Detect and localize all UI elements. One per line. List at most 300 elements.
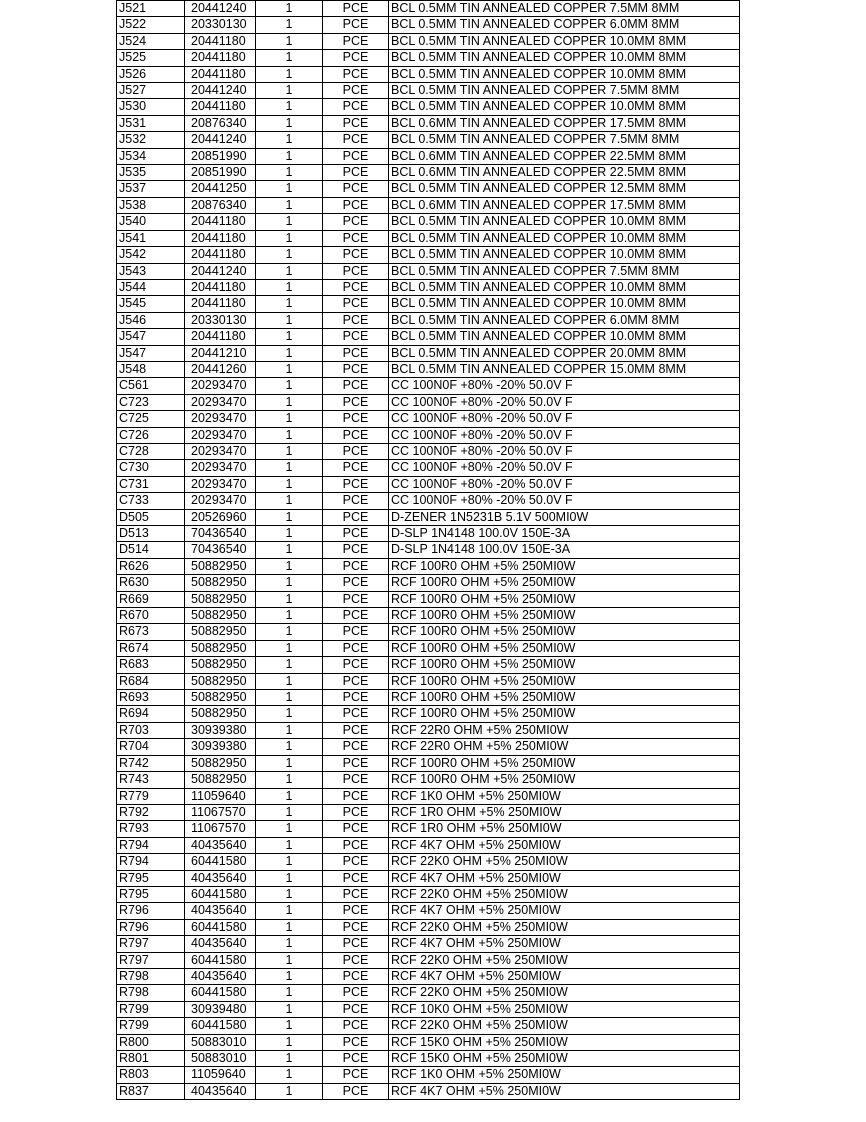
part-number-cell: 50883010 — [185, 1051, 256, 1067]
description-cell: BCL 0.5MM TIN ANNEALED COPPER 7.5MM 8MM — [389, 1, 740, 17]
table-row — [117, 739, 740, 755]
table-row — [117, 575, 740, 591]
unit-cell: PCE — [323, 460, 389, 476]
part-number-cell: 11067570 — [185, 821, 256, 837]
unit-cell: PCE — [323, 772, 389, 788]
description-cell: RCF 4K7 OHM +5% 250MI0W — [389, 936, 740, 952]
part-number-cell: 20293470 — [185, 476, 256, 492]
unit-cell: PCE — [323, 247, 389, 263]
description-cell: CC 100N0F +80% -20% 50.0V F — [389, 394, 740, 410]
ref-designator-cell: R795 — [117, 886, 185, 902]
table-row — [117, 1051, 740, 1067]
table-row — [117, 1018, 740, 1034]
quantity-cell: 1 — [256, 1051, 323, 1067]
quantity-cell: 1 — [256, 690, 323, 706]
ref-designator-cell: C730 — [117, 460, 185, 476]
table-row — [117, 329, 740, 345]
part-number-cell: 50882950 — [185, 690, 256, 706]
table-row — [117, 1034, 740, 1050]
ref-designator-cell: R684 — [117, 673, 185, 689]
part-number-cell: 20441180 — [185, 66, 256, 82]
part-number-cell: 50882950 — [185, 608, 256, 624]
description-cell: BCL 0.5MM TIN ANNEALED COPPER 10.0MM 8MM — [389, 247, 740, 263]
unit-cell: PCE — [323, 394, 389, 410]
table-row — [117, 854, 740, 870]
description-cell: RCF 100R0 OHM +5% 250MI0W — [389, 673, 740, 689]
ref-designator-cell: J543 — [117, 263, 185, 279]
table-row — [117, 1067, 740, 1083]
part-number-cell: 60441580 — [185, 886, 256, 902]
table-row — [117, 968, 740, 984]
part-number-cell: 50882950 — [185, 575, 256, 591]
description-cell: BCL 0.5MM TIN ANNEALED COPPER 10.0MM 8MM — [389, 50, 740, 66]
table-row — [117, 263, 740, 279]
description-cell: RCF 22R0 OHM +5% 250MI0W — [389, 722, 740, 738]
part-number-cell: 20293470 — [185, 493, 256, 509]
description-cell: RCF 100R0 OHM +5% 250MI0W — [389, 575, 740, 591]
part-number-cell: 30939380 — [185, 739, 256, 755]
ref-designator-cell: J547 — [117, 345, 185, 361]
unit-cell: PCE — [323, 821, 389, 837]
ref-designator-cell: J537 — [117, 181, 185, 197]
table-row — [117, 690, 740, 706]
ref-designator-cell: R796 — [117, 903, 185, 919]
description-cell: BCL 0.5MM TIN ANNEALED COPPER 7.5MM 8MM — [389, 83, 740, 99]
description-cell: CC 100N0F +80% -20% 50.0V F — [389, 460, 740, 476]
quantity-cell: 1 — [256, 1067, 323, 1083]
quantity-cell: 1 — [256, 1034, 323, 1050]
quantity-cell: 1 — [256, 1, 323, 17]
table-row — [117, 1083, 740, 1099]
part-number-cell: 70436540 — [185, 542, 256, 558]
unit-cell: PCE — [323, 788, 389, 804]
unit-cell: PCE — [323, 870, 389, 886]
unit-cell: PCE — [323, 329, 389, 345]
description-cell: RCF 22K0 OHM +5% 250MI0W — [389, 854, 740, 870]
quantity-cell: 1 — [256, 50, 323, 66]
description-cell: BCL 0.5MM TIN ANNEALED COPPER 10.0MM 8MM — [389, 214, 740, 230]
part-number-cell: 11059640 — [185, 1067, 256, 1083]
part-number-cell: 11067570 — [185, 804, 256, 820]
description-cell: D-ZENER 1N5231B 5.1V 500MI0W — [389, 509, 740, 525]
ref-designator-cell: J525 — [117, 50, 185, 66]
part-number-cell: 50882950 — [185, 624, 256, 640]
quantity-cell: 1 — [256, 706, 323, 722]
part-number-cell: 50882950 — [185, 591, 256, 607]
part-number-cell: 40435640 — [185, 936, 256, 952]
quantity-cell: 1 — [256, 968, 323, 984]
quantity-cell: 1 — [256, 345, 323, 361]
description-cell: BCL 0.5MM TIN ANNEALED COPPER 7.5MM 8MM — [389, 263, 740, 279]
quantity-cell: 1 — [256, 936, 323, 952]
unit-cell: PCE — [323, 165, 389, 181]
ref-designator-cell: R673 — [117, 624, 185, 640]
description-cell: RCF 100R0 OHM +5% 250MI0W — [389, 591, 740, 607]
part-number-cell: 20441180 — [185, 247, 256, 263]
unit-cell: PCE — [323, 1083, 389, 1099]
part-number-cell: 20851990 — [185, 148, 256, 164]
description-cell: BCL 0.5MM TIN ANNEALED COPPER 10.0MM 8MM — [389, 329, 740, 345]
quantity-cell: 1 — [256, 1083, 323, 1099]
table-row — [117, 443, 740, 459]
ref-designator-cell: R743 — [117, 772, 185, 788]
description-cell: BCL 0.5MM TIN ANNEALED COPPER 15.0MM 8MM — [389, 361, 740, 377]
part-number-cell: 60441580 — [185, 952, 256, 968]
quantity-cell: 1 — [256, 460, 323, 476]
unit-cell: PCE — [323, 1, 389, 17]
ref-designator-cell: R798 — [117, 968, 185, 984]
unit-cell: PCE — [323, 640, 389, 656]
unit-cell: PCE — [323, 427, 389, 443]
quantity-cell: 1 — [256, 821, 323, 837]
description-cell: BCL 0.6MM TIN ANNEALED COPPER 17.5MM 8MM — [389, 197, 740, 213]
table-row — [117, 755, 740, 771]
table-row — [117, 230, 740, 246]
table-row — [117, 460, 740, 476]
ref-designator-cell: J541 — [117, 230, 185, 246]
quantity-cell: 1 — [256, 394, 323, 410]
table-row — [117, 509, 740, 525]
quantity-cell: 1 — [256, 493, 323, 509]
table-row — [117, 17, 740, 33]
description-cell: RCF 22R0 OHM +5% 250MI0W — [389, 739, 740, 755]
quantity-cell: 1 — [256, 329, 323, 345]
description-cell: BCL 0.5MM TIN ANNEALED COPPER 10.0MM 8MM — [389, 279, 740, 295]
table-row — [117, 788, 740, 804]
quantity-cell: 1 — [256, 279, 323, 295]
table-row — [117, 247, 740, 263]
unit-cell: PCE — [323, 657, 389, 673]
table-row — [117, 886, 740, 902]
ref-designator-cell: D514 — [117, 542, 185, 558]
description-cell: CC 100N0F +80% -20% 50.0V F — [389, 378, 740, 394]
unit-cell: PCE — [323, 361, 389, 377]
unit-cell: PCE — [323, 690, 389, 706]
description-cell: BCL 0.5MM TIN ANNEALED COPPER 10.0MM 8MM — [389, 33, 740, 49]
unit-cell: PCE — [323, 1051, 389, 1067]
quantity-cell: 1 — [256, 296, 323, 312]
quantity-cell: 1 — [256, 427, 323, 443]
table-row — [117, 493, 740, 509]
ref-designator-cell: J547 — [117, 329, 185, 345]
unit-cell: PCE — [323, 1034, 389, 1050]
table-row — [117, 115, 740, 131]
table-row — [117, 279, 740, 295]
ref-designator-cell: J531 — [117, 115, 185, 131]
table-row — [117, 33, 740, 49]
description-cell: RCF 15K0 OHM +5% 250MI0W — [389, 1034, 740, 1050]
description-cell: RCF 22K0 OHM +5% 250MI0W — [389, 952, 740, 968]
quantity-cell: 1 — [256, 542, 323, 558]
ref-designator-cell: R797 — [117, 952, 185, 968]
description-cell: RCF 100R0 OHM +5% 250MI0W — [389, 657, 740, 673]
table-row — [117, 1001, 740, 1017]
ref-designator-cell: R796 — [117, 919, 185, 935]
ref-designator-cell: J524 — [117, 33, 185, 49]
ref-designator-cell: J548 — [117, 361, 185, 377]
quantity-cell: 1 — [256, 115, 323, 131]
ref-designator-cell: J540 — [117, 214, 185, 230]
table-row — [117, 526, 740, 542]
table-row — [117, 821, 740, 837]
quantity-cell: 1 — [256, 772, 323, 788]
ref-designator-cell: C731 — [117, 476, 185, 492]
description-cell: RCF 22K0 OHM +5% 250MI0W — [389, 1018, 740, 1034]
description-cell: RCF 100R0 OHM +5% 250MI0W — [389, 624, 740, 640]
ref-designator-cell: R742 — [117, 755, 185, 771]
description-cell: RCF 100R0 OHM +5% 250MI0W — [389, 706, 740, 722]
part-number-cell: 40435640 — [185, 837, 256, 853]
quantity-cell: 1 — [256, 197, 323, 213]
quantity-cell: 1 — [256, 739, 323, 755]
part-number-cell: 20441180 — [185, 50, 256, 66]
quantity-cell: 1 — [256, 230, 323, 246]
part-number-cell: 60441580 — [185, 854, 256, 870]
unit-cell: PCE — [323, 886, 389, 902]
description-cell: BCL 0.6MM TIN ANNEALED COPPER 22.5MM 8MM — [389, 148, 740, 164]
quantity-cell: 1 — [256, 33, 323, 49]
part-number-cell: 20441240 — [185, 1, 256, 17]
description-cell: RCF 1R0 OHM +5% 250MI0W — [389, 804, 740, 820]
unit-cell: PCE — [323, 312, 389, 328]
part-number-cell: 50882950 — [185, 673, 256, 689]
quantity-cell: 1 — [256, 624, 323, 640]
description-cell: BCL 0.5MM TIN ANNEALED COPPER 20.0MM 8MM — [389, 345, 740, 361]
part-number-cell: 40435640 — [185, 870, 256, 886]
description-cell: RCF 100R0 OHM +5% 250MI0W — [389, 772, 740, 788]
ref-designator-cell: J526 — [117, 66, 185, 82]
quantity-cell: 1 — [256, 657, 323, 673]
description-cell: CC 100N0F +80% -20% 50.0V F — [389, 493, 740, 509]
ref-designator-cell: R703 — [117, 722, 185, 738]
ref-designator-cell: J534 — [117, 148, 185, 164]
part-number-cell: 50882950 — [185, 706, 256, 722]
ref-designator-cell: D505 — [117, 509, 185, 525]
quantity-cell: 1 — [256, 99, 323, 115]
quantity-cell: 1 — [256, 526, 323, 542]
unit-cell: PCE — [323, 542, 389, 558]
table-row — [117, 657, 740, 673]
description-cell: RCF 4K7 OHM +5% 250MI0W — [389, 968, 740, 984]
description-cell: BCL 0.6MM TIN ANNEALED COPPER 22.5MM 8MM — [389, 165, 740, 181]
ref-designator-cell: R799 — [117, 1018, 185, 1034]
part-number-cell: 50882950 — [185, 657, 256, 673]
unit-cell: PCE — [323, 1067, 389, 1083]
description-cell: RCF 4K7 OHM +5% 250MI0W — [389, 837, 740, 853]
unit-cell: PCE — [323, 411, 389, 427]
unit-cell: PCE — [323, 624, 389, 640]
description-cell: BCL 0.5MM TIN ANNEALED COPPER 10.0MM 8MM — [389, 99, 740, 115]
quantity-cell: 1 — [256, 903, 323, 919]
part-number-cell: 50882950 — [185, 640, 256, 656]
ref-designator-cell: J538 — [117, 197, 185, 213]
quantity-cell: 1 — [256, 985, 323, 1001]
part-number-cell: 20330130 — [185, 312, 256, 328]
quantity-cell: 1 — [256, 640, 323, 656]
part-number-cell: 20876340 — [185, 197, 256, 213]
ref-designator-cell: C723 — [117, 394, 185, 410]
part-number-cell: 20441240 — [185, 132, 256, 148]
quantity-cell: 1 — [256, 854, 323, 870]
part-number-cell: 20441250 — [185, 181, 256, 197]
quantity-cell: 1 — [256, 263, 323, 279]
description-cell: RCF 100R0 OHM +5% 250MI0W — [389, 608, 740, 624]
unit-cell: PCE — [323, 263, 389, 279]
quantity-cell: 1 — [256, 148, 323, 164]
description-cell: RCF 4K7 OHM +5% 250MI0W — [389, 1083, 740, 1099]
unit-cell: PCE — [323, 936, 389, 952]
ref-designator-cell: R797 — [117, 936, 185, 952]
description-cell: BCL 0.5MM TIN ANNEALED COPPER 6.0MM 8MM — [389, 312, 740, 328]
table-row — [117, 722, 740, 738]
table-row — [117, 394, 740, 410]
part-number-cell: 20441180 — [185, 230, 256, 246]
table-row — [117, 640, 740, 656]
ref-designator-cell: R630 — [117, 575, 185, 591]
unit-cell: PCE — [323, 722, 389, 738]
table-row — [117, 624, 740, 640]
part-number-cell: 20441180 — [185, 296, 256, 312]
quantity-cell: 1 — [256, 132, 323, 148]
quantity-cell: 1 — [256, 804, 323, 820]
unit-cell: PCE — [323, 148, 389, 164]
part-number-cell: 20293470 — [185, 378, 256, 394]
table-row — [117, 673, 740, 689]
part-number-cell: 20441240 — [185, 83, 256, 99]
unit-cell: PCE — [323, 952, 389, 968]
part-number-cell: 70436540 — [185, 526, 256, 542]
ref-designator-cell: C733 — [117, 493, 185, 509]
quantity-cell: 1 — [256, 17, 323, 33]
quantity-cell: 1 — [256, 361, 323, 377]
description-cell: BCL 0.5MM TIN ANNEALED COPPER 10.0MM 8MM — [389, 66, 740, 82]
description-cell: CC 100N0F +80% -20% 50.0V F — [389, 427, 740, 443]
unit-cell: PCE — [323, 33, 389, 49]
ref-designator-cell: J530 — [117, 99, 185, 115]
table-row — [117, 50, 740, 66]
table-row — [117, 197, 740, 213]
part-number-cell: 20441180 — [185, 214, 256, 230]
table-row — [117, 772, 740, 788]
part-number-cell: 20851990 — [185, 165, 256, 181]
ref-designator-cell: R670 — [117, 608, 185, 624]
quantity-cell: 1 — [256, 443, 323, 459]
description-cell: CC 100N0F +80% -20% 50.0V F — [389, 411, 740, 427]
quantity-cell: 1 — [256, 837, 323, 853]
unit-cell: PCE — [323, 804, 389, 820]
description-cell: RCF 4K7 OHM +5% 250MI0W — [389, 870, 740, 886]
unit-cell: PCE — [323, 755, 389, 771]
unit-cell: PCE — [323, 296, 389, 312]
unit-cell: PCE — [323, 608, 389, 624]
part-number-cell: 11059640 — [185, 788, 256, 804]
description-cell: BCL 0.5MM TIN ANNEALED COPPER 7.5MM 8MM — [389, 132, 740, 148]
unit-cell: PCE — [323, 378, 389, 394]
ref-designator-cell: R837 — [117, 1083, 185, 1099]
ref-designator-cell: C561 — [117, 378, 185, 394]
unit-cell: PCE — [323, 526, 389, 542]
description-cell: RCF 15K0 OHM +5% 250MI0W — [389, 1051, 740, 1067]
ref-designator-cell: J532 — [117, 132, 185, 148]
unit-cell: PCE — [323, 919, 389, 935]
part-number-cell: 40435640 — [185, 968, 256, 984]
description-cell: BCL 0.5MM TIN ANNEALED COPPER 6.0MM 8MM — [389, 17, 740, 33]
table-row — [117, 148, 740, 164]
unit-cell: PCE — [323, 99, 389, 115]
part-number-cell: 20526960 — [185, 509, 256, 525]
bom-table — [116, 0, 740, 1100]
table-row — [117, 99, 740, 115]
unit-cell: PCE — [323, 673, 389, 689]
table-row — [117, 345, 740, 361]
quantity-cell: 1 — [256, 1018, 323, 1034]
quantity-cell: 1 — [256, 66, 323, 82]
table-row — [117, 985, 740, 1001]
ref-designator-cell: R794 — [117, 837, 185, 853]
ref-designator-cell: J521 — [117, 1, 185, 17]
description-cell: BCL 0.5MM TIN ANNEALED COPPER 10.0MM 8MM — [389, 296, 740, 312]
unit-cell: PCE — [323, 83, 389, 99]
part-number-cell: 20293470 — [185, 443, 256, 459]
quantity-cell: 1 — [256, 558, 323, 574]
description-cell: RCF 100R0 OHM +5% 250MI0W — [389, 690, 740, 706]
part-number-cell: 50882950 — [185, 772, 256, 788]
quantity-cell: 1 — [256, 214, 323, 230]
description-cell: RCF 100R0 OHM +5% 250MI0W — [389, 558, 740, 574]
unit-cell: PCE — [323, 837, 389, 853]
part-number-cell: 20441240 — [185, 263, 256, 279]
unit-cell: PCE — [323, 985, 389, 1001]
quantity-cell: 1 — [256, 673, 323, 689]
description-cell: D-SLP 1N4148 100.0V 150E-3A — [389, 542, 740, 558]
part-number-cell: 30939380 — [185, 722, 256, 738]
description-cell: D-SLP 1N4148 100.0V 150E-3A — [389, 526, 740, 542]
quantity-cell: 1 — [256, 165, 323, 181]
unit-cell: PCE — [323, 17, 389, 33]
ref-designator-cell: J546 — [117, 312, 185, 328]
quantity-cell: 1 — [256, 591, 323, 607]
ref-designator-cell: R626 — [117, 558, 185, 574]
part-number-cell: 50883010 — [185, 1034, 256, 1050]
unit-cell: PCE — [323, 66, 389, 82]
quantity-cell: 1 — [256, 312, 323, 328]
description-cell: RCF 4K7 OHM +5% 250MI0W — [389, 903, 740, 919]
table-row — [117, 476, 740, 492]
unit-cell: PCE — [323, 493, 389, 509]
table-row — [117, 558, 740, 574]
unit-cell: PCE — [323, 50, 389, 66]
quantity-cell: 1 — [256, 476, 323, 492]
quantity-cell: 1 — [256, 411, 323, 427]
part-number-cell: 20441180 — [185, 329, 256, 345]
description-cell: RCF 1R0 OHM +5% 250MI0W — [389, 821, 740, 837]
quantity-cell: 1 — [256, 509, 323, 525]
table-row — [117, 870, 740, 886]
quantity-cell: 1 — [256, 608, 323, 624]
table-row — [117, 936, 740, 952]
part-number-cell: 20330130 — [185, 17, 256, 33]
unit-cell: PCE — [323, 132, 389, 148]
part-number-cell: 20441180 — [185, 33, 256, 49]
part-number-cell: 30939480 — [185, 1001, 256, 1017]
part-number-cell: 60441580 — [185, 1018, 256, 1034]
ref-designator-cell: R779 — [117, 788, 185, 804]
description-cell: CC 100N0F +80% -20% 50.0V F — [389, 443, 740, 459]
unit-cell: PCE — [323, 279, 389, 295]
ref-designator-cell: R801 — [117, 1051, 185, 1067]
table-row — [117, 1, 740, 17]
unit-cell: PCE — [323, 1018, 389, 1034]
